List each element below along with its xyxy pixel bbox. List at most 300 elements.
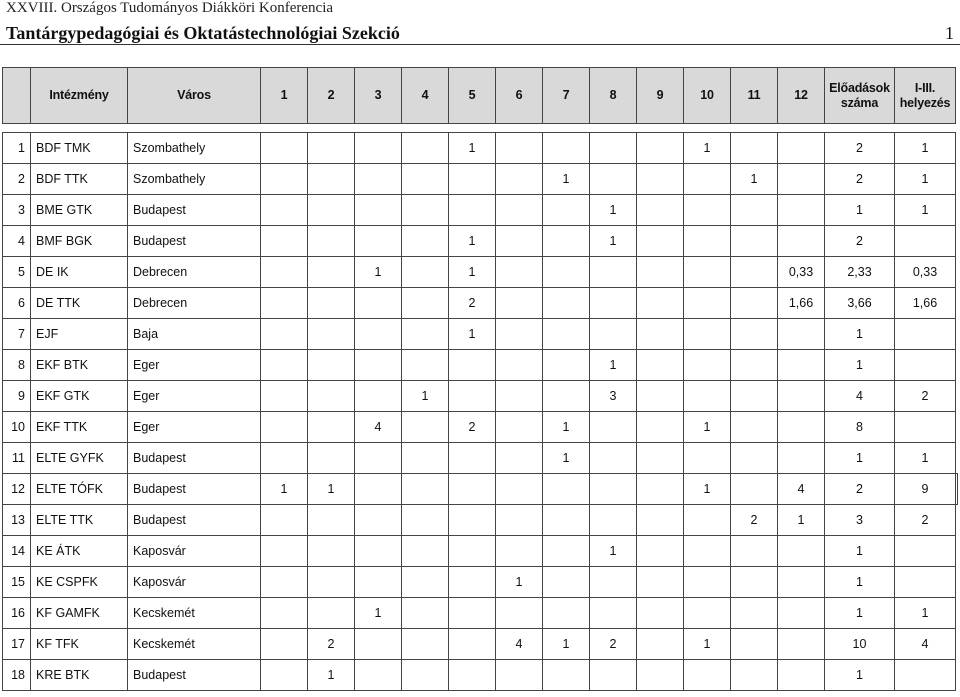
value-cell <box>778 133 825 164</box>
value-cell <box>543 350 590 381</box>
value-cell <box>355 474 402 505</box>
value-cell: 1 <box>449 226 496 257</box>
value-cell <box>261 257 308 288</box>
value-cell <box>778 598 825 629</box>
table-row <box>3 288 958 319</box>
value-cell <box>402 350 449 381</box>
value-cell <box>355 629 402 660</box>
row-index: 5 <box>3 257 31 288</box>
table-row <box>3 505 958 536</box>
value-cell: 1 <box>895 133 956 164</box>
value-cell <box>590 412 637 443</box>
table-row <box>3 629 958 660</box>
value-cell <box>637 381 684 412</box>
value-cell: 1 <box>261 474 308 505</box>
value-cell: 2 <box>825 133 895 164</box>
col-header-11: 11 <box>731 68 778 124</box>
city-cell: Budapest <box>128 660 261 691</box>
value-cell <box>355 226 402 257</box>
table-row <box>3 536 958 567</box>
row-index: 6 <box>3 288 31 319</box>
value-cell: 1 <box>895 443 956 474</box>
value-cell <box>261 350 308 381</box>
value-cell: 0,33 <box>895 257 956 288</box>
value-cell <box>261 443 308 474</box>
col-header-7: 7 <box>543 68 590 124</box>
value-cell <box>308 195 355 226</box>
value-cell: 1 <box>895 195 956 226</box>
value-cell <box>543 133 590 164</box>
value-cell <box>402 443 449 474</box>
value-cell <box>778 629 825 660</box>
value-cell <box>496 598 543 629</box>
institution-cell: EJF <box>31 319 128 350</box>
value-cell <box>308 567 355 598</box>
col-header-placements: I-III. helyezés <box>895 68 956 124</box>
value-cell <box>308 412 355 443</box>
value-cell <box>355 195 402 226</box>
value-cell: 4 <box>355 412 402 443</box>
value-cell <box>731 443 778 474</box>
value-cell <box>261 319 308 350</box>
col-header-2: 2 <box>308 68 355 124</box>
value-cell <box>778 536 825 567</box>
value-cell <box>637 629 684 660</box>
value-cell <box>308 226 355 257</box>
value-cell <box>496 443 543 474</box>
value-cell: 1 <box>496 567 543 598</box>
value-cell <box>543 226 590 257</box>
col-header-10: 10 <box>684 68 731 124</box>
value-cell <box>355 567 402 598</box>
value-cell: 3 <box>825 505 895 536</box>
value-cell <box>402 474 449 505</box>
city-cell: Budapest <box>128 226 261 257</box>
value-cell <box>637 660 684 691</box>
table-row <box>3 567 958 598</box>
value-cell <box>355 536 402 567</box>
value-cell <box>308 443 355 474</box>
value-cell: 2 <box>731 505 778 536</box>
value-cell <box>637 257 684 288</box>
value-cell <box>590 133 637 164</box>
value-cell <box>308 505 355 536</box>
institution-cell: BMF BGK <box>31 226 128 257</box>
value-cell: 2,33 <box>825 257 895 288</box>
value-cell <box>261 381 308 412</box>
city-cell: Budapest <box>128 474 261 505</box>
value-cell <box>402 567 449 598</box>
value-cell <box>355 164 402 195</box>
value-cell <box>731 195 778 226</box>
value-cell <box>731 660 778 691</box>
value-cell <box>261 660 308 691</box>
value-cell <box>261 195 308 226</box>
value-cell <box>731 412 778 443</box>
value-cell: 1 <box>355 598 402 629</box>
value-cell <box>355 133 402 164</box>
value-cell <box>496 164 543 195</box>
title-rule <box>0 44 960 45</box>
value-cell <box>590 288 637 319</box>
value-cell: 1 <box>402 381 449 412</box>
value-cell <box>261 164 308 195</box>
value-cell <box>778 381 825 412</box>
city-cell: Baja <box>128 319 261 350</box>
value-cell <box>355 288 402 319</box>
city-cell: Kaposvár <box>128 536 261 567</box>
value-cell <box>496 350 543 381</box>
value-cell: 1 <box>684 133 731 164</box>
value-cell <box>731 319 778 350</box>
institution-cell: KE CSPFK <box>31 567 128 598</box>
city-cell: Budapest <box>128 195 261 226</box>
value-cell <box>449 567 496 598</box>
institution-cell: EKF BTK <box>31 350 128 381</box>
value-cell: 1 <box>308 660 355 691</box>
value-cell <box>308 133 355 164</box>
city-cell: Budapest <box>128 443 261 474</box>
spacer-row <box>3 124 958 133</box>
value-cell <box>637 195 684 226</box>
value-cell <box>590 164 637 195</box>
value-cell <box>731 226 778 257</box>
col-header-8: 8 <box>590 68 637 124</box>
city-cell: Kecskemét <box>128 598 261 629</box>
value-cell <box>956 474 958 505</box>
row-index: 16 <box>3 598 31 629</box>
value-cell: 9 <box>895 474 956 505</box>
value-cell <box>308 319 355 350</box>
value-cell: 1 <box>825 567 895 598</box>
value-cell <box>449 536 496 567</box>
value-cell: 1 <box>590 350 637 381</box>
city-cell: Eger <box>128 350 261 381</box>
value-cell <box>496 288 543 319</box>
row-index: 8 <box>3 350 31 381</box>
value-cell <box>895 567 956 598</box>
value-cell <box>778 350 825 381</box>
table-row <box>3 443 958 474</box>
table-row <box>3 412 958 443</box>
value-cell <box>449 350 496 381</box>
value-cell <box>355 381 402 412</box>
value-cell: 1 <box>895 598 956 629</box>
value-cell <box>590 598 637 629</box>
value-cell <box>402 195 449 226</box>
col-header-presentations: Előadások száma <box>825 68 895 124</box>
value-cell: 1 <box>684 474 731 505</box>
value-cell <box>355 660 402 691</box>
institution-cell: KF GAMFK <box>31 598 128 629</box>
value-cell <box>449 381 496 412</box>
table-row <box>3 133 958 164</box>
city-cell: Kaposvár <box>128 567 261 598</box>
row-index: 13 <box>3 505 31 536</box>
value-cell: 1 <box>825 598 895 629</box>
value-cell <box>308 288 355 319</box>
value-cell <box>261 598 308 629</box>
value-cell: 1 <box>825 536 895 567</box>
value-cell: 4 <box>778 474 825 505</box>
col-header-6: 6 <box>496 68 543 124</box>
value-cell <box>449 443 496 474</box>
value-cell <box>684 350 731 381</box>
table-row <box>3 226 958 257</box>
value-cell <box>402 629 449 660</box>
value-cell <box>308 598 355 629</box>
table-row <box>3 474 958 505</box>
value-cell <box>731 598 778 629</box>
value-cell <box>684 598 731 629</box>
city-cell: Eger <box>128 381 261 412</box>
value-cell <box>402 598 449 629</box>
value-cell <box>684 505 731 536</box>
value-cell <box>590 257 637 288</box>
row-index: 11 <box>3 443 31 474</box>
value-cell: 1 <box>825 350 895 381</box>
institution-cell: BME GTK <box>31 195 128 226</box>
value-cell: 1,66 <box>895 288 956 319</box>
value-cell <box>308 536 355 567</box>
value-cell <box>637 598 684 629</box>
value-cell <box>684 288 731 319</box>
value-cell: 1 <box>590 226 637 257</box>
value-cell <box>684 381 731 412</box>
value-cell <box>496 381 543 412</box>
table-row <box>3 319 958 350</box>
value-cell <box>496 412 543 443</box>
value-cell <box>637 350 684 381</box>
value-cell <box>895 226 956 257</box>
row-index: 7 <box>3 319 31 350</box>
value-cell <box>543 195 590 226</box>
value-cell <box>543 474 590 505</box>
institution-cell: KF TFK <box>31 629 128 660</box>
row-index: 1 <box>3 133 31 164</box>
col-header <box>3 68 31 124</box>
city-cell: Budapest <box>128 505 261 536</box>
value-cell <box>308 164 355 195</box>
value-cell: 1 <box>684 629 731 660</box>
value-cell <box>496 133 543 164</box>
col-header-institution: Intézmény <box>31 68 128 124</box>
value-cell <box>637 443 684 474</box>
value-cell <box>261 536 308 567</box>
institution-cell: BDF TMK <box>31 133 128 164</box>
value-cell <box>543 505 590 536</box>
value-cell <box>637 164 684 195</box>
value-cell: 2 <box>825 164 895 195</box>
value-cell <box>355 505 402 536</box>
value-cell: 1 <box>731 164 778 195</box>
institution-cell: DE TTK <box>31 288 128 319</box>
value-cell: 1 <box>778 505 825 536</box>
results-table <box>2 67 958 691</box>
table-row <box>3 195 958 226</box>
value-cell: 1 <box>825 443 895 474</box>
value-cell <box>543 381 590 412</box>
value-cell <box>731 629 778 660</box>
institution-cell: ELTE TÓFK <box>31 474 128 505</box>
value-cell: 1 <box>543 412 590 443</box>
value-cell <box>731 288 778 319</box>
value-cell <box>637 567 684 598</box>
value-cell <box>590 505 637 536</box>
value-cell <box>895 319 956 350</box>
value-cell: 0,33 <box>778 257 825 288</box>
city-cell: Kecskemét <box>128 629 261 660</box>
value-cell: 1 <box>449 257 496 288</box>
row-index: 10 <box>3 412 31 443</box>
value-cell: 1 <box>449 133 496 164</box>
value-cell <box>684 257 731 288</box>
value-cell <box>402 505 449 536</box>
value-cell: 1 <box>895 164 956 195</box>
institution-cell: KRE BTK <box>31 660 128 691</box>
value-cell <box>543 660 590 691</box>
row-index: 14 <box>3 536 31 567</box>
value-cell <box>402 164 449 195</box>
value-cell: 3 <box>590 381 637 412</box>
value-cell: 1 <box>543 164 590 195</box>
section-title: Tantárgypedagógiai és Oktatástechnológiai Szekció <box>6 23 400 43</box>
value-cell <box>496 257 543 288</box>
institution-cell: ELTE GYFK <box>31 443 128 474</box>
value-cell: 1 <box>543 443 590 474</box>
value-cell <box>684 195 731 226</box>
value-cell: 2 <box>449 288 496 319</box>
value-cell <box>355 443 402 474</box>
value-cell <box>449 629 496 660</box>
row-index: 17 <box>3 629 31 660</box>
city-cell: Szombathely <box>128 164 261 195</box>
row-index: 2 <box>3 164 31 195</box>
value-cell <box>731 257 778 288</box>
value-cell: 2 <box>825 474 895 505</box>
value-cell: 2 <box>590 629 637 660</box>
header-row <box>3 68 958 124</box>
value-cell <box>684 226 731 257</box>
value-cell <box>261 133 308 164</box>
value-cell <box>261 288 308 319</box>
table-row <box>3 164 958 195</box>
value-cell <box>637 536 684 567</box>
institution-cell: DE IK <box>31 257 128 288</box>
value-cell <box>731 567 778 598</box>
value-cell: 4 <box>895 629 956 660</box>
value-cell <box>496 660 543 691</box>
value-cell <box>261 412 308 443</box>
value-cell <box>895 350 956 381</box>
value-cell: 2 <box>825 226 895 257</box>
value-cell <box>449 474 496 505</box>
value-cell: 1 <box>590 195 637 226</box>
value-cell: 1 <box>825 195 895 226</box>
value-cell <box>778 567 825 598</box>
value-cell: 3,66 <box>825 288 895 319</box>
row-index: 12 <box>3 474 31 505</box>
col-header-4: 4 <box>402 68 449 124</box>
col-header-9: 9 <box>637 68 684 124</box>
value-cell <box>496 195 543 226</box>
table-row <box>3 350 958 381</box>
value-cell <box>543 288 590 319</box>
value-cell <box>731 536 778 567</box>
value-cell <box>778 195 825 226</box>
row-index: 15 <box>3 567 31 598</box>
city-cell: Eger <box>128 412 261 443</box>
table-row <box>3 598 958 629</box>
row-index: 4 <box>3 226 31 257</box>
value-cell <box>496 536 543 567</box>
value-cell <box>402 319 449 350</box>
value-cell <box>637 505 684 536</box>
institution-cell: EKF GTK <box>31 381 128 412</box>
table-row <box>3 381 958 412</box>
value-cell <box>637 474 684 505</box>
value-cell <box>684 567 731 598</box>
value-cell <box>402 660 449 691</box>
value-cell <box>684 443 731 474</box>
value-cell: 8 <box>825 412 895 443</box>
value-cell <box>731 381 778 412</box>
value-cell: 2 <box>895 381 956 412</box>
value-cell <box>778 443 825 474</box>
value-cell: 1,66 <box>778 288 825 319</box>
city-cell: Debrecen <box>128 257 261 288</box>
city-cell: Szombathely <box>128 133 261 164</box>
value-cell <box>449 505 496 536</box>
value-cell <box>355 319 402 350</box>
institution-cell: BDF TTK <box>31 164 128 195</box>
value-cell <box>637 412 684 443</box>
value-cell <box>590 443 637 474</box>
value-cell: 1 <box>449 319 496 350</box>
value-cell <box>590 567 637 598</box>
col-header-3: 3 <box>355 68 402 124</box>
value-cell <box>308 381 355 412</box>
value-cell <box>496 226 543 257</box>
value-cell <box>402 288 449 319</box>
value-cell <box>261 567 308 598</box>
value-cell: 1 <box>825 319 895 350</box>
value-cell: 1 <box>684 412 731 443</box>
value-cell <box>543 319 590 350</box>
value-cell <box>402 412 449 443</box>
value-cell: 1 <box>355 257 402 288</box>
value-cell: 4 <box>825 381 895 412</box>
value-cell <box>778 226 825 257</box>
value-cell <box>496 505 543 536</box>
running-head: XXVIII. Országos Tudományos Diákköri Konferencia <box>6 0 334 16</box>
value-cell: 2 <box>308 629 355 660</box>
value-cell: 10 <box>825 629 895 660</box>
value-cell <box>261 226 308 257</box>
value-cell <box>731 350 778 381</box>
page-number: 1 <box>945 23 954 43</box>
value-cell <box>402 257 449 288</box>
value-cell <box>496 474 543 505</box>
table-row <box>3 257 958 288</box>
value-cell: 2 <box>449 412 496 443</box>
row-index: 9 <box>3 381 31 412</box>
row-index: 3 <box>3 195 31 226</box>
table-row <box>3 660 958 691</box>
value-cell <box>637 133 684 164</box>
value-cell <box>261 505 308 536</box>
city-cell: Debrecen <box>128 288 261 319</box>
